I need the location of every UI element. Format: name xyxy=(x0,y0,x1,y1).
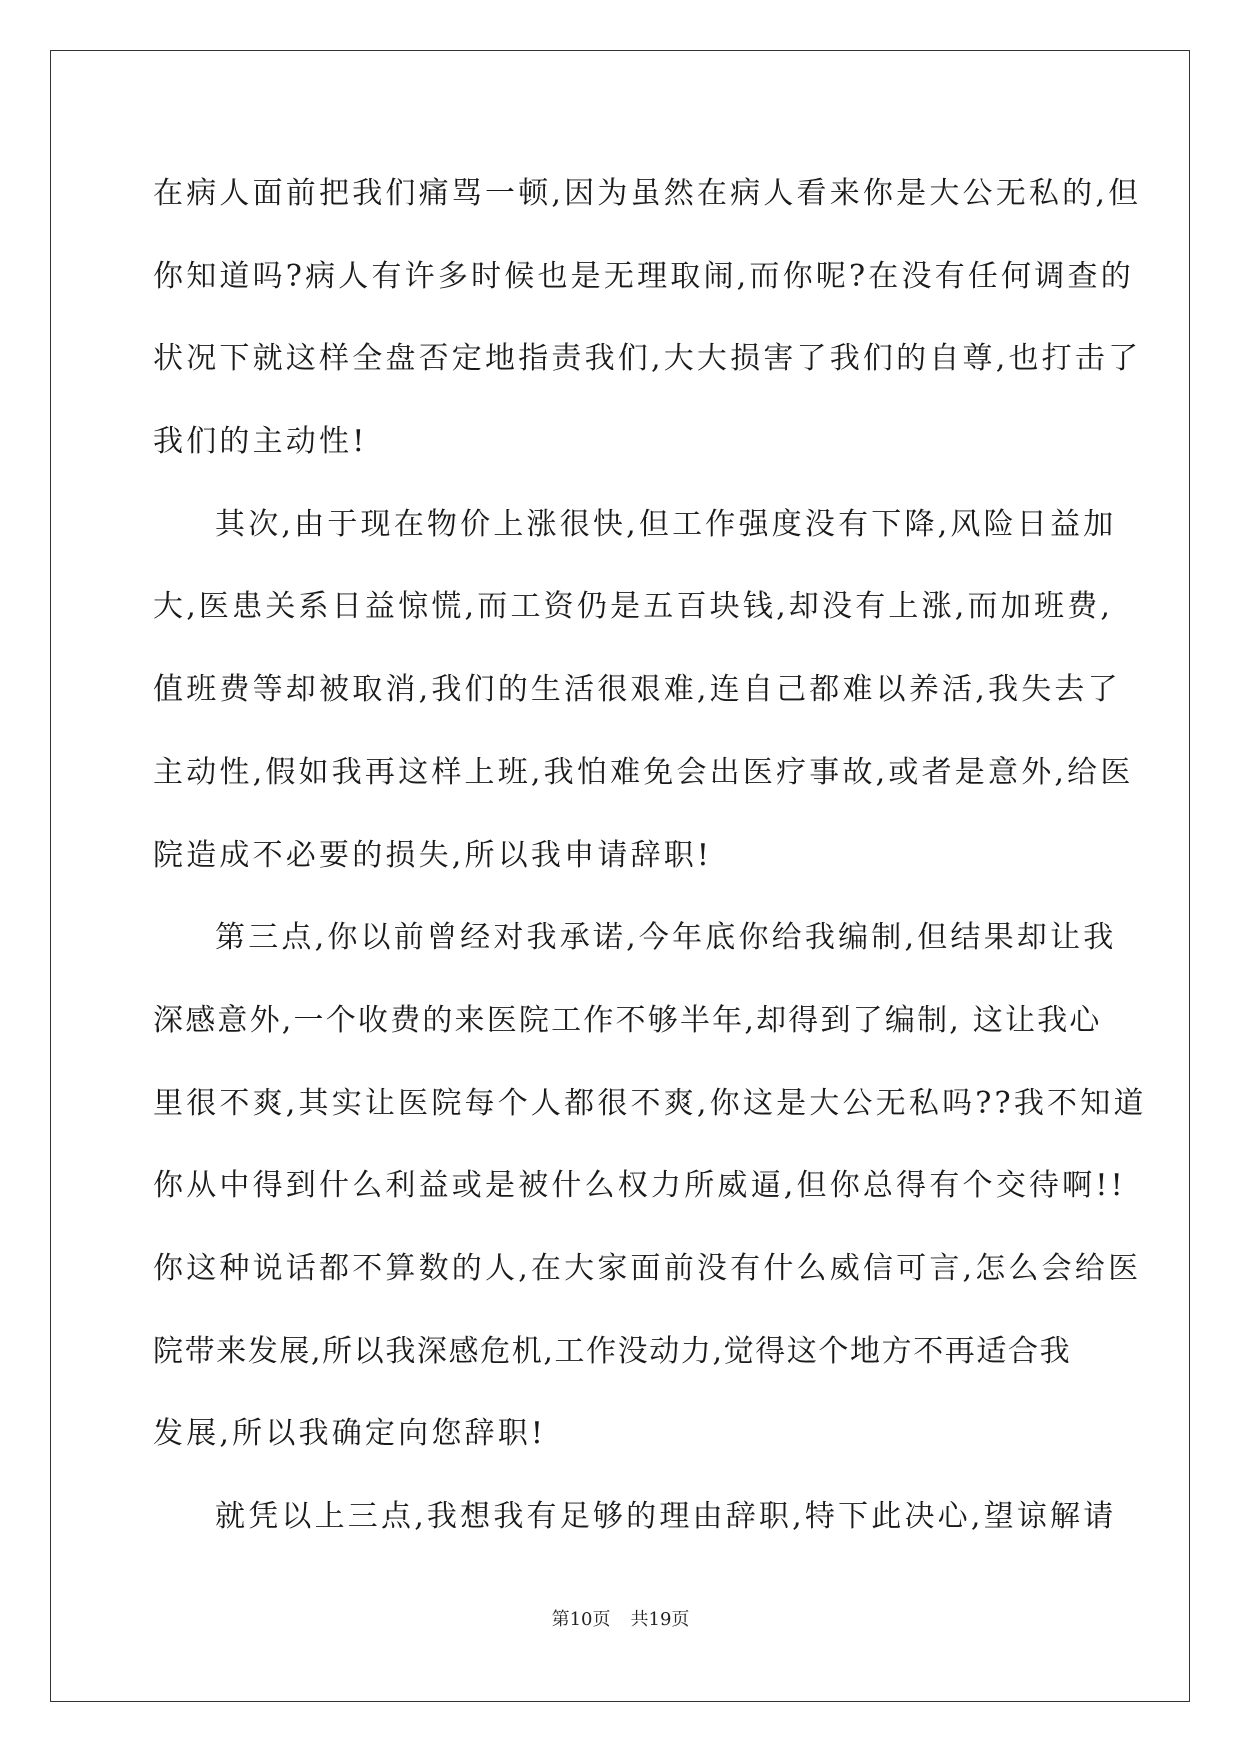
text-line: 其次,由于现在物价上涨很快,但工作强度没有下降,风险日益加 xyxy=(215,506,1117,542)
current-page-number: 第10页 xyxy=(551,1609,611,1630)
text-line: 大,医患关系日益惊慌,而工资仍是五百块钱,却没有上涨,而加班费, xyxy=(153,589,1114,625)
text-line: 你知道吗?病人有许多时候也是无理取闹,而你呢?在没有任何调查的 xyxy=(153,258,1134,294)
text-line: 我们的主动性! xyxy=(153,424,368,460)
document-body xyxy=(153,153,1147,1559)
text-line: 你从中得到什么利益或是被什么权力所威逼,但你总得有个交待啊!! xyxy=(153,1168,1126,1204)
text-line: 发展,所以我确定向您辞职! xyxy=(153,1416,547,1452)
text-line: 院造成不必要的损失,所以我申请辞职! xyxy=(153,837,713,873)
page-footer xyxy=(0,1605,1241,1631)
text-line: 深感意外,一个收费的来医院工作不够半年,却得到了编制, 这让我心 xyxy=(153,1002,1102,1038)
text-line: 状况下就这样全盘否定地指责我们,大大损害了我们的自尊,也打击了 xyxy=(153,341,1142,377)
text-line: 第三点,你以前曾经对我承诺,今年底你给我编制,但结果却让我 xyxy=(215,920,1117,956)
text-line: 里很不爽,其实让医院每个人都很不爽,你这是大公无私吗??我不知道 xyxy=(153,1085,1147,1121)
text-line: 值班费等却被取消,我们的生活很艰难,连自己都难以养活,我失去了 xyxy=(153,672,1121,708)
text-line: 在病人面前把我们痛骂一顿,因为虽然在病人看来你是大公无私的,但 xyxy=(153,176,1142,211)
text-line: 你这种说话都不算数的人,在大家面前没有什么威信可言,怎么会给医 xyxy=(153,1250,1142,1286)
text-line: 主动性,假如我再这样上班,我怕难免会出医疗事故,或者是意外,给医 xyxy=(153,754,1134,790)
text-line: 院带来发展,所以我深感危机,工作没动力,觉得这个地方不再适合我 xyxy=(153,1333,1072,1369)
text-line: 就凭以上三点,我想我有足够的理由辞职,特下此决心,望谅解请 xyxy=(215,1499,1117,1534)
total-pages: 共19页 xyxy=(630,1609,690,1630)
